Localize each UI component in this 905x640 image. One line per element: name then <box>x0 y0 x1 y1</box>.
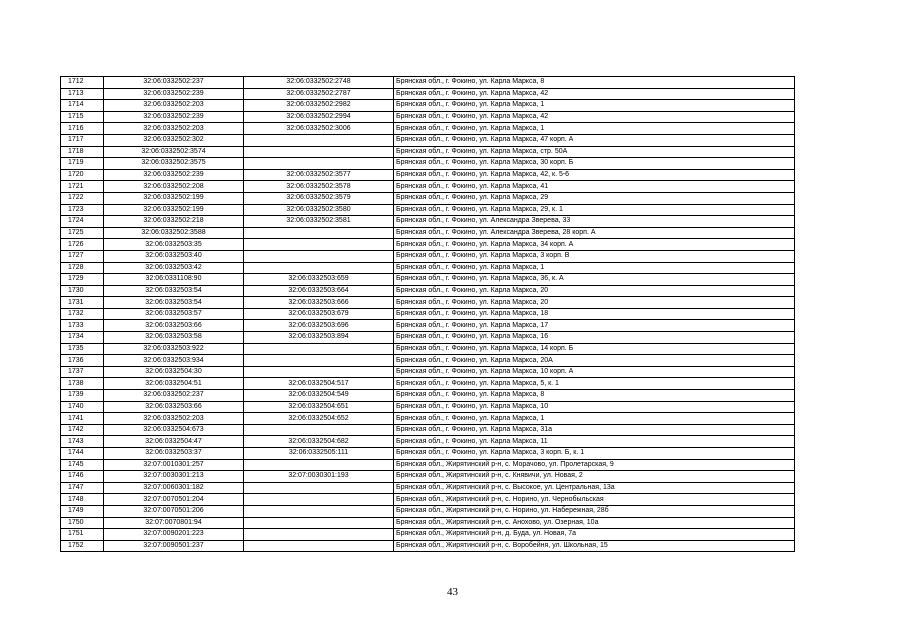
parent-cadastral-number-cell <box>244 366 394 378</box>
address-cell: Брянская обл., г. Фокино, ул. Карла Маркса, 1 <box>394 262 795 274</box>
parent-cadastral-number-cell <box>244 227 394 239</box>
row-number-cell: 1715 <box>61 111 104 123</box>
row-number-cell: 1745 <box>61 459 104 471</box>
parent-cadastral-number-cell: 32:07:0030301:193 <box>244 471 394 483</box>
cadastral-number-cell: 32:06:0332502:3588 <box>104 227 244 239</box>
cadastral-number-cell: 32:06:0332503:42 <box>104 262 244 274</box>
table-row <box>61 355 795 367</box>
cadastral-number-cell: 32:06:0332503:57 <box>104 308 244 320</box>
address-cell: Брянская обл., г. Фокино, ул. Карла Маркса, стр. 50А <box>394 146 795 158</box>
cadastral-number-cell: 32:06:0332504:673 <box>104 424 244 436</box>
address-cell: Брянская обл., г. Фокино, ул. Карла Маркса, 41 <box>394 181 795 193</box>
parent-cadastral-number-cell: 32:06:0332503:659 <box>244 274 394 286</box>
parent-cadastral-number-cell: 32:06:0332502:3580 <box>244 204 394 216</box>
cadastral-number-cell: 32:06:0332503:58 <box>104 332 244 344</box>
table-row <box>61 343 795 355</box>
row-number-cell: 1749 <box>61 505 104 517</box>
row-number-cell: 1721 <box>61 181 104 193</box>
table-row <box>61 123 795 135</box>
address-cell: Брянская обл., г. Фокино, ул. Карла Маркса, 20А <box>394 355 795 367</box>
table-row <box>61 192 795 204</box>
address-cell: Брянская обл., Жирятинский р-н, с. Норино, ул. Чернобыльская <box>394 494 795 506</box>
row-number-cell: 1750 <box>61 517 104 529</box>
parent-cadastral-number-cell <box>244 517 394 529</box>
row-number-cell: 1752 <box>61 540 104 552</box>
row-number-cell: 1722 <box>61 192 104 204</box>
parent-cadastral-number-cell: 32:06:0332503:679 <box>244 308 394 320</box>
row-number-cell: 1748 <box>61 494 104 506</box>
table-row <box>61 169 795 181</box>
row-number-cell: 1734 <box>61 332 104 344</box>
parent-cadastral-number-cell: 32:06:0332502:2748 <box>244 77 394 89</box>
address-cell: Брянская обл., г. Фокино, ул. Карла Маркса, 1 <box>394 100 795 112</box>
register-table-body <box>61 77 795 552</box>
parent-cadastral-number-cell: 32:06:0332504:517 <box>244 378 394 390</box>
table-row <box>61 505 795 517</box>
table-row <box>61 239 795 251</box>
row-number-cell: 1729 <box>61 274 104 286</box>
table-row <box>61 181 795 193</box>
row-number-cell: 1724 <box>61 216 104 228</box>
parent-cadastral-number-cell <box>244 262 394 274</box>
address-cell: Брянская обл., г. Фокино, ул. Карла Маркса, 8 <box>394 390 795 402</box>
row-number-cell: 1736 <box>61 355 104 367</box>
cadastral-number-cell: 32:07:0010301:257 <box>104 459 244 471</box>
parent-cadastral-number-cell: 32:06:0332503:666 <box>244 297 394 309</box>
table-row <box>61 424 795 436</box>
parent-cadastral-number-cell <box>244 355 394 367</box>
row-number-cell: 1717 <box>61 134 104 146</box>
table-row <box>61 285 795 297</box>
row-number-cell: 1713 <box>61 88 104 100</box>
address-cell: Брянская обл., г. Фокино, ул. Карла Маркса, 29, к. 1 <box>394 204 795 216</box>
table-row <box>61 471 795 483</box>
parent-cadastral-number-cell <box>244 239 394 251</box>
page-number: 43 <box>447 586 458 598</box>
cadastral-number-cell: 32:06:0332503:54 <box>104 285 244 297</box>
row-number-cell: 1720 <box>61 169 104 181</box>
address-cell: Брянская обл., г. Фокино, ул. Карла Маркса, 42 <box>394 88 795 100</box>
parent-cadastral-number-cell <box>244 529 394 541</box>
table-row <box>61 320 795 332</box>
address-cell: Брянская обл., г. Фокино, ул. Карла Маркса, 42 <box>394 111 795 123</box>
row-number-cell: 1732 <box>61 308 104 320</box>
row-number-cell: 1746 <box>61 471 104 483</box>
row-number-cell: 1730 <box>61 285 104 297</box>
row-number-cell: 1741 <box>61 413 104 425</box>
cadastral-number-cell: 32:06:0332504:47 <box>104 436 244 448</box>
cadastral-number-cell: 32:06:0332502:199 <box>104 204 244 216</box>
parent-cadastral-number-cell <box>244 505 394 517</box>
parent-cadastral-number-cell: 32:06:0332502:3579 <box>244 192 394 204</box>
address-cell: Брянская обл., г. Фокино, ул. Карла Маркса, 34 корп. А <box>394 239 795 251</box>
row-number-cell: 1751 <box>61 529 104 541</box>
cadastral-number-cell: 32:07:0070801:94 <box>104 517 244 529</box>
table-row <box>61 250 795 262</box>
cadastral-number-cell: 32:07:0070501:206 <box>104 505 244 517</box>
address-cell: Брянская обл., г. Фокино, ул. Карла Маркса, 1 <box>394 413 795 425</box>
row-number-cell: 1739 <box>61 390 104 402</box>
row-number-cell: 1718 <box>61 146 104 158</box>
cadastral-number-cell: 32:06:0332504:30 <box>104 366 244 378</box>
table-row <box>61 517 795 529</box>
address-cell: Брянская обл., Жирятинский р-н, с. Анохово, ул. Озерная, 10а <box>394 517 795 529</box>
address-cell: Брянская обл., г. Фокино, ул. Карла Маркса, 5, к. 1 <box>394 378 795 390</box>
address-cell: Брянская обл., г. Фокино, ул. Карла Маркса, 36, к. А <box>394 274 795 286</box>
address-cell: Брянская обл., г. Фокино, ул. Карла Маркса, 20 <box>394 285 795 297</box>
row-number-cell: 1723 <box>61 204 104 216</box>
cadastral-number-cell: 32:06:0332502:218 <box>104 216 244 228</box>
address-cell: Брянская обл., Жирятинский р-н, с. Высокое, ул. Центральная, 13а <box>394 482 795 494</box>
row-number-cell: 1742 <box>61 424 104 436</box>
address-cell: Брянская обл., г. Фокино, ул. Карла Маркса, 14 корп. Б <box>394 343 795 355</box>
table-row <box>61 459 795 471</box>
address-cell: Брянская обл., Жирятинский р-н, с. Княвичи, ул. Новая, 2 <box>394 471 795 483</box>
address-cell: Брянская обл., г. Фокино, ул. Карла Маркса, 18 <box>394 308 795 320</box>
cadastral-number-cell: 32:06:0332503:66 <box>104 401 244 413</box>
parent-cadastral-number-cell <box>244 459 394 471</box>
table-row <box>61 448 795 460</box>
row-number-cell: 1740 <box>61 401 104 413</box>
cadastral-number-cell: 32:07:0060301:182 <box>104 482 244 494</box>
cadastral-number-cell: 32:06:0332502:239 <box>104 111 244 123</box>
cadastral-number-cell: 32:06:0332503:934 <box>104 355 244 367</box>
address-cell: Брянская обл., г. Фокино, ул. Карла Маркса, 16 <box>394 332 795 344</box>
table-row <box>61 308 795 320</box>
register-table <box>60 76 795 552</box>
table-row <box>61 227 795 239</box>
row-number-cell: 1744 <box>61 448 104 460</box>
parent-cadastral-number-cell: 32:06:0332502:2982 <box>244 100 394 112</box>
parent-cadastral-number-cell: 32:06:0332502:3577 <box>244 169 394 181</box>
row-number-cell: 1727 <box>61 250 104 262</box>
cadastral-number-cell: 32:06:0332503:40 <box>104 250 244 262</box>
row-number-cell: 1725 <box>61 227 104 239</box>
parent-cadastral-number-cell: 32:06:0332503:696 <box>244 320 394 332</box>
parent-cadastral-number-cell <box>244 424 394 436</box>
cadastral-number-cell: 32:06:0332504:51 <box>104 378 244 390</box>
cadastral-number-cell: 32:06:0332502:199 <box>104 192 244 204</box>
address-cell: Брянская обл., г. Фокино, ул. Карла Маркса, 10 <box>394 401 795 413</box>
row-number-cell: 1738 <box>61 378 104 390</box>
cadastral-number-cell: 32:07:0090201:223 <box>104 529 244 541</box>
parent-cadastral-number-cell: 32:06:0332502:2994 <box>244 111 394 123</box>
cadastral-number-cell: 32:07:0030301:213 <box>104 471 244 483</box>
parent-cadastral-number-cell: 32:06:0332503:894 <box>244 332 394 344</box>
address-cell: Брянская обл., Жирятинский р-н, с. Воробейня, ул. Школьная, 15 <box>394 540 795 552</box>
table-row <box>61 529 795 541</box>
address-cell: Брянская обл., г. Фокино, ул. Карла Маркса, 1 <box>394 123 795 135</box>
address-cell: Брянская обл., г. Фокино, ул. Карла Маркса, 42, к. 5-6 <box>394 169 795 181</box>
cadastral-number-cell: 32:06:0332502:3575 <box>104 158 244 170</box>
table-row <box>61 436 795 448</box>
row-number-cell: 1726 <box>61 239 104 251</box>
row-number-cell: 1747 <box>61 482 104 494</box>
table-row <box>61 297 795 309</box>
table-row <box>61 366 795 378</box>
parent-cadastral-number-cell: 32:06:0332502:3006 <box>244 123 394 135</box>
cadastral-number-cell: 32:07:0090501:237 <box>104 540 244 552</box>
table-row <box>61 401 795 413</box>
parent-cadastral-number-cell: 32:06:0332504:549 <box>244 390 394 402</box>
address-cell: Брянская обл., г. Фокино, ул. Карла Маркса, 17 <box>394 320 795 332</box>
table-row <box>61 413 795 425</box>
table-row <box>61 100 795 112</box>
cadastral-number-cell: 32:06:0332502:239 <box>104 169 244 181</box>
address-cell: Брянская обл., г. Фокино, ул. Александра Зверева, 33 <box>394 216 795 228</box>
cadastral-number-cell: 32:06:0332503:66 <box>104 320 244 332</box>
parent-cadastral-number-cell: 32:06:0332505:111 <box>244 448 394 460</box>
table-row <box>61 482 795 494</box>
row-number-cell: 1714 <box>61 100 104 112</box>
address-cell: Брянская обл., г. Фокино, ул. Карла Маркса, 20 <box>394 297 795 309</box>
cadastral-number-cell: 32:06:0332502:302 <box>104 134 244 146</box>
cadastral-number-cell: 32:06:0332502:239 <box>104 88 244 100</box>
table-row <box>61 134 795 146</box>
cadastral-number-cell: 32:06:0332502:237 <box>104 77 244 89</box>
parent-cadastral-number-cell: 32:06:0332502:3578 <box>244 181 394 193</box>
parent-cadastral-number-cell: 32:06:0332502:3581 <box>244 216 394 228</box>
address-cell: Брянская обл., г. Фокино, ул. Карла Маркса, 3 корп. Б, к. 1 <box>394 448 795 460</box>
table-row <box>61 332 795 344</box>
cadastral-number-cell: 32:06:0331108:90 <box>104 274 244 286</box>
parent-cadastral-number-cell <box>244 482 394 494</box>
parent-cadastral-number-cell: 32:06:0332504:682 <box>244 436 394 448</box>
table-row <box>61 111 795 123</box>
parent-cadastral-number-cell <box>244 146 394 158</box>
table-row <box>61 378 795 390</box>
parent-cadastral-number-cell: 32:06:0332504:652 <box>244 413 394 425</box>
cadastral-number-cell: 32:06:0332502:203 <box>104 413 244 425</box>
cadastral-number-cell: 32:07:0070501:204 <box>104 494 244 506</box>
address-cell: Брянская обл., г. Фокино, ул. Карла Маркса, 10 корп. А <box>394 366 795 378</box>
parent-cadastral-number-cell <box>244 250 394 262</box>
cadastral-number-cell: 32:06:0332503:922 <box>104 343 244 355</box>
row-number-cell: 1716 <box>61 123 104 135</box>
address-cell: Брянская обл., г. Фокино, ул. Карла Маркса, 31а <box>394 424 795 436</box>
row-number-cell: 1728 <box>61 262 104 274</box>
parent-cadastral-number-cell: 32:06:0332502:2787 <box>244 88 394 100</box>
parent-cadastral-number-cell <box>244 134 394 146</box>
table-row <box>61 540 795 552</box>
parent-cadastral-number-cell <box>244 158 394 170</box>
address-cell: Брянская обл., Жирятинский р-н, с. Норино, ул. Набережная, 28б <box>394 505 795 517</box>
parent-cadastral-number-cell <box>244 494 394 506</box>
address-cell: Брянская обл., г. Фокино, ул. Карла Маркса, 3 корп. В <box>394 250 795 262</box>
address-cell: Брянская обл., г. Фокино, ул. Карла Маркса, 30 корп. Б <box>394 158 795 170</box>
row-number-cell: 1733 <box>61 320 104 332</box>
parent-cadastral-number-cell: 32:06:0332504:651 <box>244 401 394 413</box>
table-row <box>61 274 795 286</box>
table-row <box>61 390 795 402</box>
table-row <box>61 262 795 274</box>
table-row <box>61 88 795 100</box>
address-cell: Брянская обл., г. Фокино, ул. Карла Маркса, 29 <box>394 192 795 204</box>
address-cell: Брянская обл., г. Фокино, ул. Карла Маркса, 8 <box>394 77 795 89</box>
address-cell: Брянская обл., Жирятинский р-н, д. Буда, ул. Новая, 7а <box>394 529 795 541</box>
row-number-cell: 1737 <box>61 366 104 378</box>
address-cell: Брянская обл., г. Фокино, ул. Александра Зверева, 28 корп. А <box>394 227 795 239</box>
cadastral-number-cell: 32:06:0332502:3574 <box>104 146 244 158</box>
table-row <box>61 146 795 158</box>
row-number-cell: 1731 <box>61 297 104 309</box>
parent-cadastral-number-cell <box>244 343 394 355</box>
row-number-cell: 1735 <box>61 343 104 355</box>
table-row <box>61 494 795 506</box>
parent-cadastral-number-cell <box>244 540 394 552</box>
table-row <box>61 216 795 228</box>
table-row <box>61 204 795 216</box>
address-cell: Брянская обл., г. Фокино, ул. Карла Маркса, 11 <box>394 436 795 448</box>
row-number-cell: 1712 <box>61 77 104 89</box>
row-number-cell: 1719 <box>61 158 104 170</box>
parent-cadastral-number-cell: 32:06:0332503:664 <box>244 285 394 297</box>
table-row <box>61 158 795 170</box>
cadastral-number-cell: 32:06:0332502:237 <box>104 390 244 402</box>
address-cell: Брянская обл., Жирятинский р-н, с. Морачово, ул. Пролетарская, 9 <box>394 459 795 471</box>
cadastral-number-cell: 32:06:0332502:208 <box>104 181 244 193</box>
row-number-cell: 1743 <box>61 436 104 448</box>
cadastral-number-cell: 32:06:0332503:35 <box>104 239 244 251</box>
cadastral-number-cell: 32:06:0332503:54 <box>104 297 244 309</box>
table-row <box>61 77 795 89</box>
cadastral-number-cell: 32:06:0332502:203 <box>104 123 244 135</box>
cadastral-number-cell: 32:06:0332503:37 <box>104 448 244 460</box>
address-cell: Брянская обл., г. Фокино, ул. Карла Маркса, 47 корп. А <box>394 134 795 146</box>
cadastral-number-cell: 32:06:0332502:203 <box>104 100 244 112</box>
